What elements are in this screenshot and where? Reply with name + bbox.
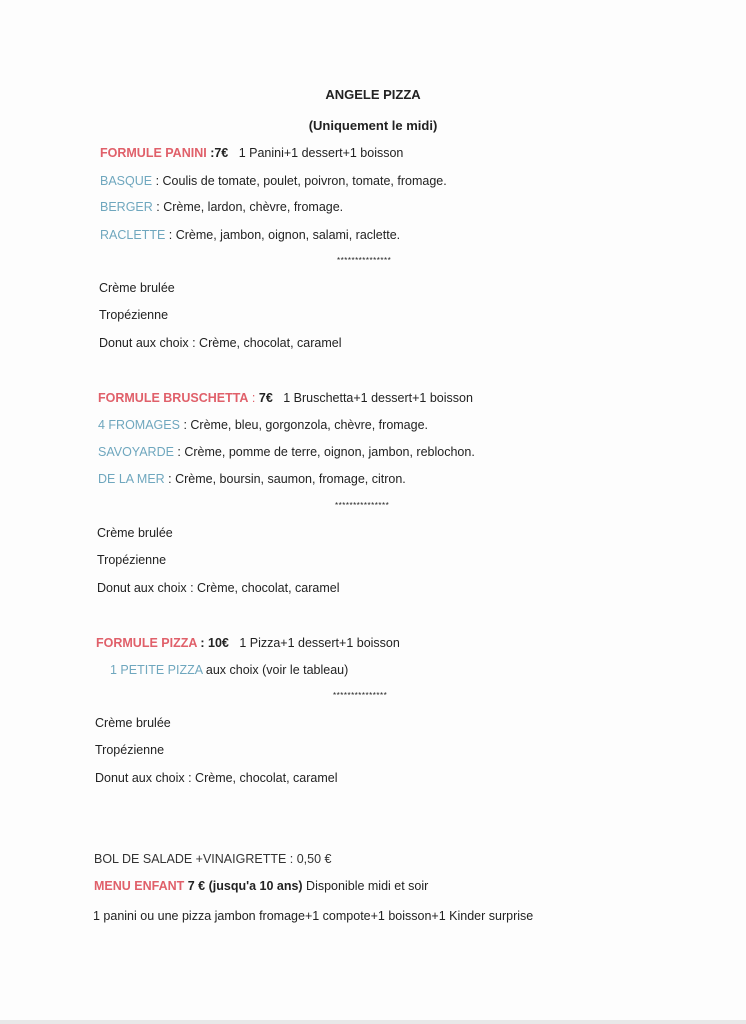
salad-line: BOL DE SALADE +VINAIGRETTE : 0,50 € bbox=[94, 852, 332, 866]
item-desc: : Crème, jambon, oignon, salami, raclette. bbox=[165, 228, 401, 242]
page-title: ANGELE PIZZA bbox=[325, 87, 421, 102]
menu-item bbox=[100, 199, 343, 215]
formule-price: 7€ bbox=[258, 391, 273, 405]
item-name: BERGER bbox=[100, 200, 153, 214]
dessert: Donut aux choix : Crème, chocolat, caramel bbox=[99, 336, 342, 350]
separator: *************** bbox=[333, 691, 388, 700]
formule-panini-heading bbox=[100, 145, 403, 161]
menu-item bbox=[100, 227, 400, 243]
item-desc: aux choix (voir le tableau) bbox=[202, 663, 349, 677]
kids-availability: Disponible midi et soir bbox=[302, 879, 429, 893]
formule-desc: 1 Panini+1 dessert+1 boisson bbox=[238, 146, 404, 160]
menu-item bbox=[98, 417, 428, 433]
formule-label: FORMULE BRUSCHETTA bbox=[98, 391, 249, 405]
subtitle: (Uniquement le midi) bbox=[308, 118, 438, 133]
kids-label: MENU ENFANT bbox=[94, 879, 185, 893]
formule-price: :7€ bbox=[206, 146, 229, 160]
item-desc: : Crème, bleu, gorgonzola, chèvre, fromage. bbox=[179, 418, 429, 432]
dessert: Tropézienne bbox=[95, 743, 165, 757]
menu-item bbox=[98, 444, 475, 460]
kids-menu-desc: 1 panini ou une pizza jambon fromage+1 compote+1 boisson+1 Kinder surprise bbox=[93, 909, 534, 923]
item-desc: : Coulis de tomate, poulet, poivron, tomate, fromage. bbox=[152, 174, 447, 188]
dessert: Tropézienne bbox=[97, 553, 167, 567]
kids-menu-heading bbox=[94, 878, 428, 894]
item-name: BASQUE bbox=[100, 174, 153, 188]
formule-desc: 1 Pizza+1 dessert+1 boisson bbox=[239, 636, 400, 650]
dessert: Crème brulée bbox=[99, 281, 175, 295]
menu-item bbox=[98, 471, 406, 487]
formule-bruschetta-heading bbox=[98, 390, 473, 406]
formule-colon: : bbox=[196, 636, 209, 650]
item-name: 1 PETITE PIZZA bbox=[110, 663, 203, 677]
dessert: Crème brulée bbox=[97, 526, 173, 540]
kids-price: 7 € (jusqu'a 10 ans) bbox=[184, 879, 303, 893]
item-name: DE LA MER bbox=[98, 472, 165, 486]
item-desc: : Crème, lardon, chèvre, fromage. bbox=[152, 200, 344, 214]
item-desc: : Crème, pomme de terre, oignon, jambon, reblochon. bbox=[173, 445, 475, 459]
menu-item bbox=[100, 173, 447, 189]
dessert: Donut aux choix : Crème, chocolat, caramel bbox=[95, 771, 338, 785]
formule-price: 10€ bbox=[208, 636, 229, 650]
dessert: Tropézienne bbox=[99, 308, 169, 322]
item-name: SAVOYARDE bbox=[98, 445, 174, 459]
formule-desc: 1 Bruschetta+1 dessert+1 boisson bbox=[283, 391, 473, 405]
separator: *************** bbox=[335, 501, 390, 510]
dessert: Crème brulée bbox=[95, 716, 171, 730]
dessert: Donut aux choix : Crème, chocolat, caramel bbox=[97, 581, 340, 595]
formule-label: FORMULE PIZZA bbox=[96, 636, 197, 650]
scan-edge bbox=[0, 1020, 746, 1024]
formule-label: FORMULE PANINI bbox=[100, 146, 207, 160]
item-name: 4 FROMAGES bbox=[98, 418, 180, 432]
item-name: RACLETTE bbox=[100, 228, 166, 242]
menu-item bbox=[110, 662, 348, 678]
formule-colon: : bbox=[248, 391, 259, 405]
formule-pizza-heading bbox=[96, 635, 400, 651]
separator: *************** bbox=[337, 256, 392, 265]
item-desc: : Crème, boursin, saumon, fromage, citron. bbox=[164, 472, 406, 486]
